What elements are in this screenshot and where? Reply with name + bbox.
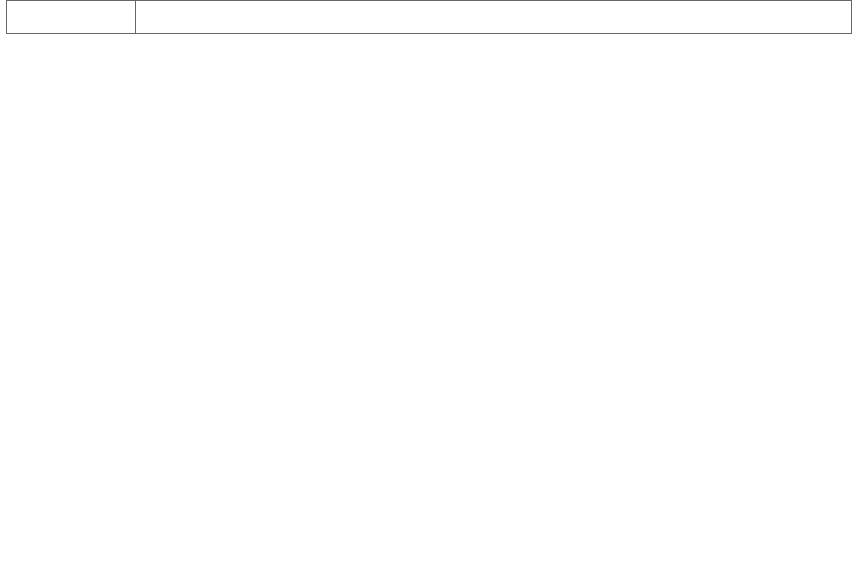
move-list-body: [7, 1, 852, 34]
move-list-table: [6, 0, 852, 34]
header-row: [7, 1, 852, 34]
character-name-en: [136, 1, 852, 34]
character-name-cn: [7, 1, 136, 34]
